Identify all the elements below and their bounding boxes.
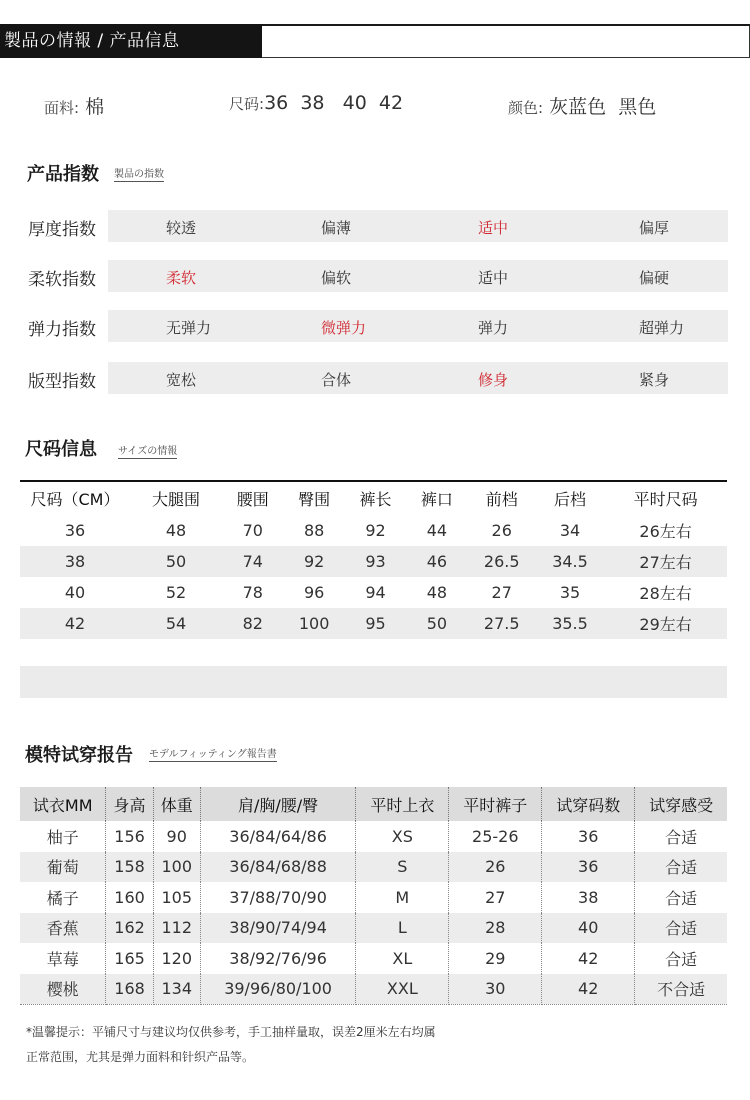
table-row: [20, 577, 727, 608]
table-row: [20, 821, 727, 852]
model-cell: 不合适: [635, 974, 727, 1005]
table-row: [20, 882, 727, 913]
model-cell: 草莓: [20, 943, 106, 974]
model-cell: 100: [153, 852, 200, 883]
model-cell: 27: [449, 882, 542, 913]
size-cell: 95: [345, 608, 406, 639]
size-cell: 26.5: [468, 546, 536, 577]
model-cell: 38/90/74/94: [200, 913, 356, 944]
note-line-2: 正常范围，尤其是弹力面料和针织产品等。: [26, 1050, 255, 1064]
index-option: 宽松: [166, 371, 197, 389]
model-header-cell: 平时上衣: [356, 787, 449, 821]
size-cell: 52: [165, 583, 187, 602]
model-cell: XL: [356, 943, 449, 974]
model-cell: 156: [106, 821, 153, 852]
table-row: [20, 608, 727, 639]
model-cell: 120: [153, 943, 200, 974]
model-cell: 合适: [665, 949, 698, 969]
model-cell: 合适: [665, 888, 698, 908]
model-cell: 柚子: [20, 821, 106, 852]
model-header-cell: 平时裤子: [449, 787, 542, 821]
model-cell: 42: [542, 974, 635, 1005]
fabric-label: 面料:: [44, 99, 80, 117]
size-cell: 50: [406, 608, 467, 639]
size-cell: 70: [242, 521, 263, 540]
model-header-cell: 肩/胸/腰/臀: [200, 787, 356, 821]
size-cell: 92: [283, 546, 344, 577]
model-header-cell: 试穿感受: [635, 787, 727, 821]
size-cell: 96: [303, 583, 325, 602]
model-cell: 36: [542, 852, 635, 883]
size-header-cell: 臀围: [283, 481, 344, 515]
size-cell: 36: [64, 521, 86, 540]
model-cell: XXL: [356, 974, 449, 1005]
size-cell: 93: [345, 546, 406, 577]
model-header-cell: 体重: [153, 787, 200, 821]
model-header-cell: 试衣MM: [20, 787, 106, 821]
size-header-cell: 平时尺码: [604, 481, 727, 515]
model-header-cell: 身高: [106, 787, 153, 821]
index-option-selected: 柔软: [166, 269, 197, 287]
size-cell: 35: [559, 583, 581, 602]
index-option-selected: 微弹力: [321, 319, 367, 337]
size-cell: 38: [20, 546, 130, 577]
size-info-subtitle: サイズの情報: [118, 442, 177, 459]
size-header-cell: 后档: [536, 481, 604, 515]
model-cell: 36/84/64/86: [200, 821, 356, 852]
color-info: [508, 92, 656, 119]
model-cell: XS: [356, 821, 449, 852]
note-line-1: *温馨提示：平铺尺寸与建议均仅供参考，手工抽样量取，误差2厘米左右均属: [26, 1025, 436, 1039]
model-cell: S: [356, 852, 449, 883]
model-cell: 168: [106, 974, 153, 1005]
table-row: [20, 913, 727, 944]
size-value: 36 38 40 42: [264, 92, 404, 114]
fabric-info: [44, 92, 104, 119]
model-cell: 26: [449, 852, 542, 883]
model-cell: 29: [449, 943, 542, 974]
size-info-title: 尺码信息: [25, 439, 97, 460]
size-cell: 27: [491, 583, 512, 602]
product-index-subtitle: 製品の指数: [114, 165, 164, 182]
size-cell: 29左右: [604, 608, 727, 639]
size-cell: 27.5: [468, 608, 536, 639]
model-cell: 36: [542, 821, 635, 852]
model-cell: 160: [106, 882, 153, 913]
index-option: 适中: [478, 269, 509, 287]
size-cell: 82: [222, 608, 283, 639]
size-cell: 74: [222, 546, 283, 577]
index-option: 超弹力: [639, 319, 685, 337]
size-header-cell: 裤长: [345, 481, 406, 515]
size-cell: 46: [406, 546, 467, 577]
model-cell: 37/88/70/90: [200, 882, 356, 913]
index-row-bar: [108, 362, 728, 394]
index-option: 较透: [166, 219, 197, 237]
size-cell: 34: [559, 521, 581, 540]
size-cell: 27左右: [604, 546, 727, 577]
size-cell: 26: [491, 521, 512, 540]
model-cell: 36/84/68/88: [200, 852, 356, 883]
model-cell: 162: [106, 913, 153, 944]
model-cell: 30: [449, 974, 542, 1005]
model-cell: 香蕉: [20, 913, 106, 944]
size-cell: 44: [426, 521, 448, 540]
model-cell: 樱桃: [20, 974, 106, 1005]
model-cell: L: [356, 913, 449, 944]
size-cell: 100: [283, 608, 344, 639]
table-row: [20, 852, 727, 883]
size-table-header: [20, 481, 727, 515]
size-header-cell: 裤口: [406, 481, 467, 515]
model-cell: 合适: [665, 827, 698, 847]
index-row-label: 柔软指数: [28, 270, 96, 290]
product-index-title: 产品指数: [27, 164, 99, 185]
model-cell: 134: [153, 974, 200, 1005]
model-cell: 112: [153, 913, 200, 944]
size-cell: 78: [242, 583, 263, 602]
index-option: 偏厚: [639, 219, 670, 237]
table-row: [20, 546, 727, 577]
model-cell: 40: [542, 913, 635, 944]
model-cell: 合适: [635, 913, 727, 944]
model-cell: 合适: [635, 852, 727, 883]
size-label: 尺码:: [229, 95, 265, 113]
model-cell: 橘子: [20, 882, 106, 913]
model-table: [20, 787, 727, 1005]
index-option: 偏硬: [639, 269, 670, 287]
size-header-cell: 前档: [468, 481, 536, 515]
model-cell: 38/92/76/96: [200, 943, 356, 974]
model-cell: 25-26: [449, 821, 542, 852]
size-cell: 92: [365, 521, 386, 540]
size-header-cell: 尺码（CM）: [20, 481, 130, 515]
index-option: 偏软: [321, 269, 352, 287]
model-cell: 39/96/80/100: [200, 974, 356, 1005]
model-report-title: 模特试穿报告: [25, 745, 133, 766]
model-cell: 90: [153, 821, 200, 852]
size-table: [20, 480, 727, 639]
size-cell: 94: [365, 583, 386, 602]
size-cell: 48: [165, 521, 187, 540]
size-cell: 26左右: [639, 522, 692, 541]
size-header-cell: 大腿围: [130, 481, 222, 515]
size-cell: 50: [130, 546, 222, 577]
size-cell: 54: [130, 608, 222, 639]
color-value: 灰蓝色 黑色: [549, 96, 657, 118]
table-row: [20, 515, 727, 546]
model-cell: 158: [106, 852, 153, 883]
size-cell: 42: [20, 608, 130, 639]
model-cell: 165: [106, 943, 153, 974]
index-row-bar: [108, 260, 728, 292]
index-option-selected: 修身: [478, 371, 509, 389]
model-table-header: [20, 787, 727, 821]
model-cell: 38: [542, 882, 635, 913]
gray-spacer-bar: [20, 666, 727, 698]
size-cell: 88: [303, 521, 325, 540]
model-cell: 28: [449, 913, 542, 944]
size-cell: 35.5: [536, 608, 604, 639]
header-box: [262, 26, 750, 58]
size-cell: 34.5: [536, 546, 604, 577]
model-header-cell: 试穿码数: [542, 787, 635, 821]
index-option: 偏薄: [321, 219, 352, 237]
size-info: [229, 92, 403, 114]
index-option: 弹力: [478, 319, 509, 337]
size-cell: 40: [64, 583, 86, 602]
index-row-label: 版型指数: [28, 372, 96, 392]
index-option: 无弹力: [166, 319, 212, 337]
table-row: [20, 974, 727, 1005]
table-row: [20, 943, 727, 974]
model-cell: 105: [153, 882, 200, 913]
header-title: 製品の情報 / 产品信息: [0, 24, 262, 58]
index-option: 紧身: [639, 371, 670, 389]
color-label: 颜色:: [508, 99, 544, 117]
fabric-value: 棉: [85, 96, 105, 118]
model-cell: M: [356, 882, 449, 913]
index-row-label: 厚度指数: [28, 220, 96, 240]
size-cell: 28左右: [639, 584, 692, 603]
index-option-selected: 适中: [478, 219, 509, 237]
index-row-label: 弹力指数: [28, 320, 96, 340]
index-option: 合体: [321, 371, 352, 389]
model-report-subtitle: モデルフィッティング報告書: [149, 745, 277, 762]
size-cell: 48: [426, 583, 448, 602]
size-header-cell: 腰围: [222, 481, 283, 515]
index-row-bar: [108, 210, 728, 242]
model-cell: 葡萄: [20, 852, 106, 883]
model-cell: 42: [542, 943, 635, 974]
